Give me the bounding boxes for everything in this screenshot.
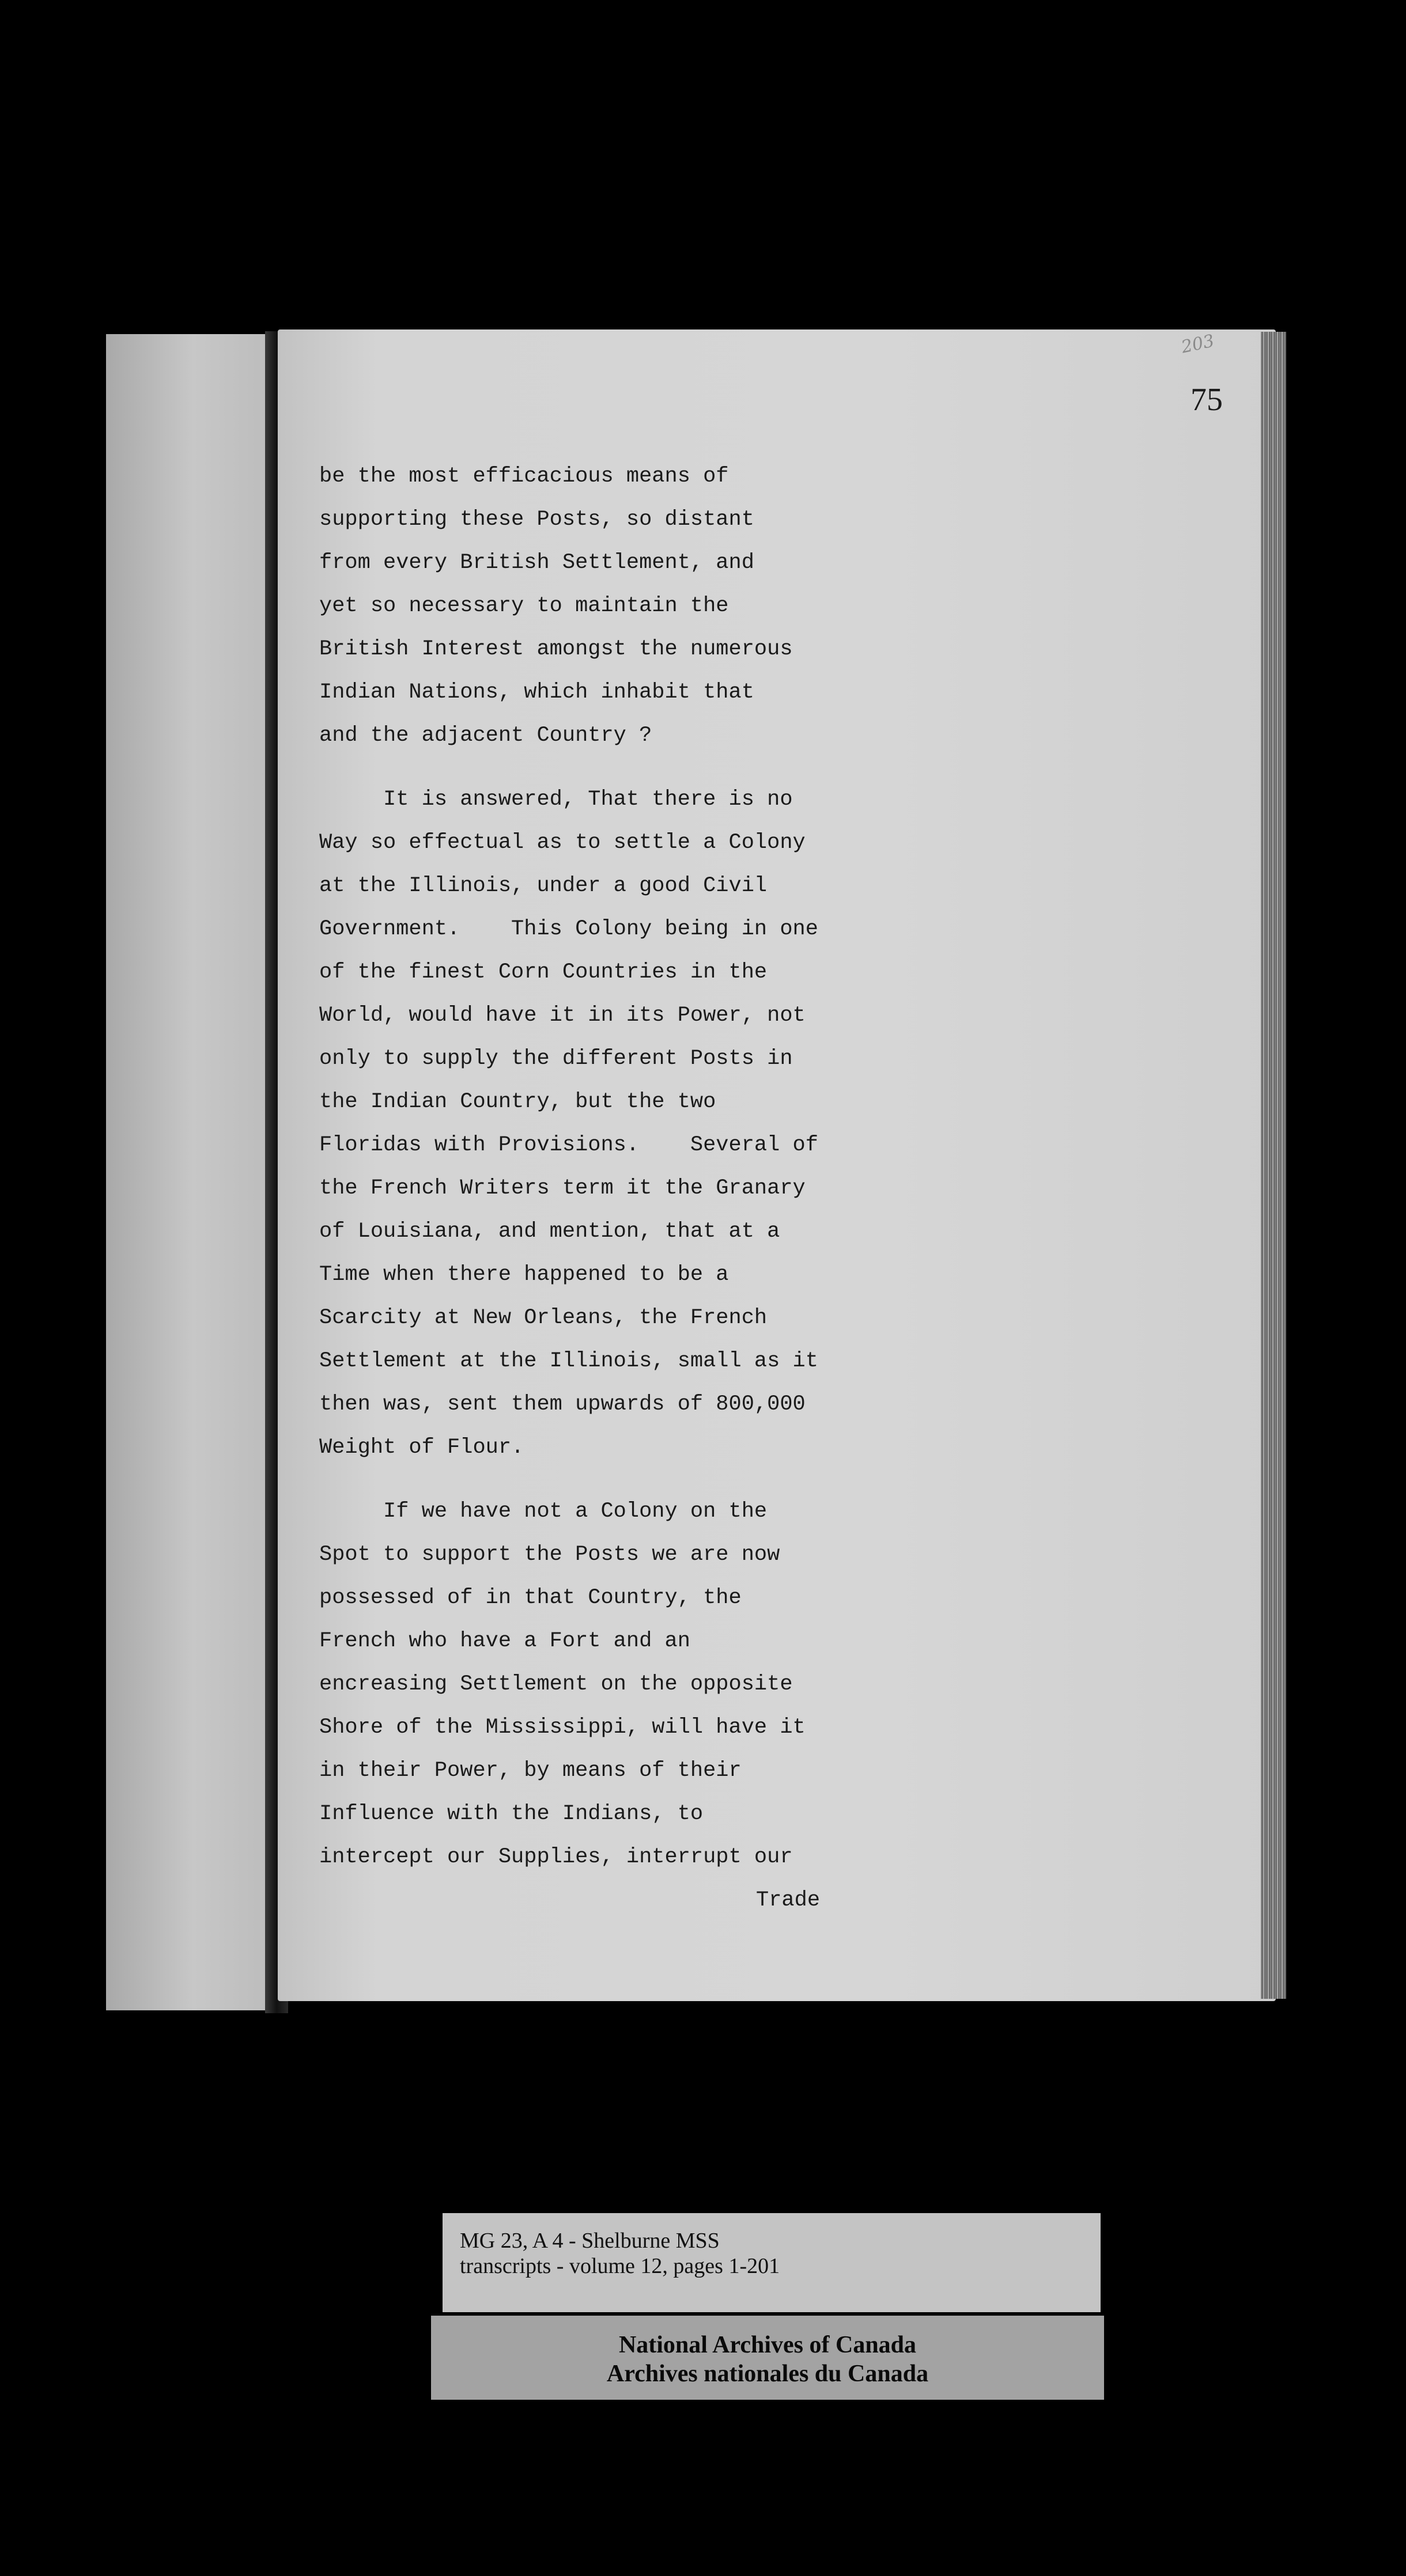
text-line: then was, sent them upwards of 800,000 <box>319 1392 806 1416</box>
text-line: from every British Settlement, and <box>319 551 754 575</box>
reference-label <box>443 2213 1101 2312</box>
text-line: supporting these Posts, so distant <box>319 507 754 532</box>
text-line: yet so necessary to maintain the <box>319 594 729 618</box>
pencil-folio-note: 203 <box>1179 331 1216 358</box>
text-line: be the most efficacious means of <box>319 464 729 488</box>
paragraph-gap <box>319 1469 1184 1490</box>
text-line: encreasing Settlement on the opposite <box>319 1672 793 1696</box>
text-line: Shore of the Mississippi, will have it <box>319 1715 806 1740</box>
text-line: and the adjacent Country ? <box>319 723 652 748</box>
text-line: World, would have it in its Power, not <box>319 1003 806 1028</box>
paragraph-2 <box>319 778 1184 1469</box>
text-line: the Indian Country, but the two <box>319 1090 716 1114</box>
text-line: Scarcity at New Orleans, the French <box>319 1306 768 1330</box>
paragraph-1 <box>319 455 1184 757</box>
text-line: in their Power, by means of their <box>319 1759 742 1783</box>
text-line: British Interest amongst the numerous <box>319 637 793 661</box>
text-line: Floridas with Provisions. Several of <box>319 1133 818 1157</box>
archive-name-french: Archives nationales du Canada <box>606 2361 929 2387</box>
text-line: only to supply the different Posts in <box>319 1047 793 1071</box>
text-line: Spot to support the Posts we are now <box>319 1543 780 1567</box>
text-line: Government. This Colony being in one <box>319 917 818 941</box>
text-line: of Louisiana, and mention, that at a <box>319 1219 780 1244</box>
archive-label <box>431 2316 1104 2400</box>
text-line: If we have not a Colony on the <box>319 1499 768 1524</box>
text-line: possessed of in that Country, the <box>319 1586 742 1610</box>
paragraph-gap <box>319 757 1184 778</box>
archive-name-english: National Archives of Canada <box>618 2332 917 2358</box>
typed-text-body <box>319 455 1184 1922</box>
text-line: of the finest Corn Countries in the <box>319 960 768 984</box>
text-line: at the Illinois, under a good Civil <box>319 874 768 898</box>
text-line: Time when there happened to be a <box>319 1263 729 1287</box>
page-number: 75 <box>1190 382 1223 418</box>
reference-line-volume: transcripts - volume 12, pages 1-201 <box>460 2254 780 2278</box>
left-page-edge <box>106 334 265 2010</box>
catchword: Trade <box>756 1888 821 1912</box>
page-stack-edges <box>1261 332 1286 1999</box>
text-line: Settlement at the Illinois, small as it <box>319 1349 818 1373</box>
paragraph-3 <box>319 1490 1184 1879</box>
text-line: Influence with the Indians, to <box>319 1802 704 1826</box>
text-line: Way so effectual as to settle a Colony <box>319 831 806 855</box>
text-line: It is answered, That there is no <box>319 787 793 812</box>
text-line: the French Writers term it the Granary <box>319 1176 806 1200</box>
reference-line-collection: MG 23, A 4 - Shelburne MSS <box>460 2229 720 2253</box>
text-line: Weight of Flour. <box>319 1435 524 1460</box>
text-line: intercept our Supplies, interrupt our <box>319 1845 793 1869</box>
text-line: Indian Nations, which inhabit that <box>319 680 754 704</box>
text-line: French who have a Fort and an <box>319 1629 690 1653</box>
